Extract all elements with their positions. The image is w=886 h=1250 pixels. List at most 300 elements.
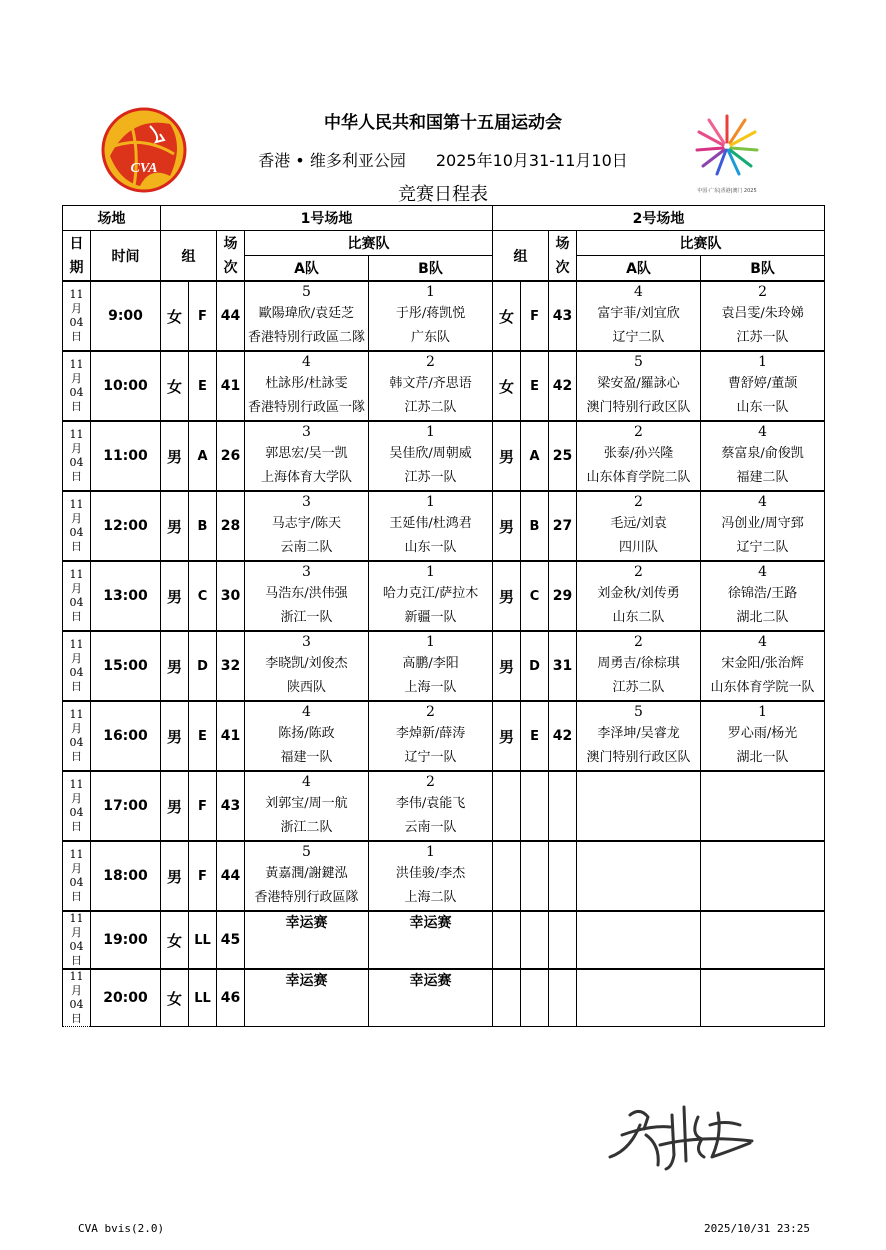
team-name: 江苏一队 <box>736 330 789 345</box>
match-date <box>63 911 91 969</box>
team-players: 罗心雨/杨光 <box>727 726 798 741</box>
date-char: 11 <box>69 708 84 721</box>
team-seed: 4 <box>302 354 311 370</box>
team-b-court2 <box>701 421 825 491</box>
gender-court2-empty <box>493 841 521 911</box>
team-b-court1 <box>369 561 493 631</box>
team-b-court1 <box>369 421 493 491</box>
teams-header-1: 比赛队 <box>245 231 493 256</box>
team-players: 周勇吉/徐棕琪 <box>597 656 680 671</box>
team-seed: 2 <box>634 494 643 510</box>
team-name: 澳门特别行政区队 <box>586 750 691 765</box>
lucky-loser-label: 幸运赛 <box>285 973 328 989</box>
team-seed: 2 <box>634 634 643 650</box>
date-char: 日 <box>71 400 82 413</box>
team-players: 哈力克江/萨拉木 <box>382 586 479 601</box>
group-court1: F <box>189 771 217 841</box>
date-char: 04 <box>69 666 84 679</box>
team-b-court1 <box>369 281 493 351</box>
venue-header: 场地 <box>63 206 161 231</box>
team-seed: 3 <box>302 564 311 580</box>
date-char: 月 <box>71 372 82 385</box>
emblem-caption: 中国·广东|香港|澳门 2025 <box>697 188 757 194</box>
team-b-header-2: B队 <box>701 256 825 282</box>
team-a-court2-empty <box>577 841 701 911</box>
team-seed: 5 <box>634 704 643 720</box>
match-no-char1: 场 <box>555 235 570 252</box>
match-no-court1: 45 <box>217 911 245 969</box>
team-players: 富宇菲/刘宜欣 <box>597 306 680 321</box>
match-no-court1: 44 <box>217 281 245 351</box>
group-court2: C <box>521 561 549 631</box>
team-players: 韩文芹/齐思语 <box>389 376 472 391</box>
date-header-char1: 日 <box>69 235 84 252</box>
match-date <box>63 491 91 561</box>
team-b-court2 <box>701 701 825 771</box>
team-name: 陕西队 <box>286 680 326 695</box>
gender-court2: 男 <box>493 631 521 701</box>
match-no-court1: 44 <box>217 841 245 911</box>
team-name: 江苏二队 <box>404 400 457 415</box>
match-date <box>63 351 91 421</box>
lucky-loser-label: 幸运赛 <box>409 915 452 931</box>
match-no-char1: 场 <box>223 235 238 252</box>
group-court1: C <box>189 561 217 631</box>
team-players: 陈扬/陈政 <box>278 726 335 741</box>
match-no-court1: 43 <box>217 771 245 841</box>
team-name: 山东体育学院二队 <box>586 470 691 485</box>
gender-court2: 男 <box>493 701 521 771</box>
gender-court2-empty <box>493 911 521 969</box>
gender-court1: 女 <box>161 281 189 351</box>
team-name: 四川队 <box>619 540 659 555</box>
team-players: 刘郭宝/周一航 <box>265 796 348 811</box>
date-char: 11 <box>69 848 84 861</box>
date-char: 月 <box>71 442 82 455</box>
team-seed: 1 <box>426 564 435 580</box>
team-b-court1 <box>369 491 493 561</box>
group-court2: E <box>521 701 549 771</box>
match-date <box>63 281 91 351</box>
group-court2: F <box>521 281 549 351</box>
team-a-header-1: A队 <box>245 256 369 282</box>
gender-court1: 女 <box>161 351 189 421</box>
date-char: 月 <box>71 302 82 315</box>
team-name: 云南一队 <box>404 820 457 835</box>
team-seed: 2 <box>634 564 643 580</box>
date-char: 04 <box>69 386 84 399</box>
team-b-court2 <box>701 281 825 351</box>
group-court2-empty <box>521 969 549 1027</box>
team-players: 刘金秋/刘传勇 <box>597 586 680 601</box>
group-court2-empty <box>521 771 549 841</box>
date-char: 04 <box>69 456 84 469</box>
date-char: 11 <box>69 778 84 791</box>
date-char: 11 <box>69 358 84 371</box>
team-seed: 3 <box>302 634 311 650</box>
date-char: 04 <box>69 526 84 539</box>
match-date <box>63 631 91 701</box>
group-court1: A <box>189 421 217 491</box>
team-a-court1 <box>245 491 369 561</box>
team-a-court1 <box>245 701 369 771</box>
team-seed: 2 <box>758 284 767 300</box>
match-no-header-2 <box>549 231 577 282</box>
team-a-court1 <box>245 561 369 631</box>
date-char: 日 <box>71 540 82 553</box>
match-no-court1: 41 <box>217 351 245 421</box>
team-seed: 3 <box>302 494 311 510</box>
match-no-court2: 43 <box>549 281 577 351</box>
team-players: 李泽坤/吴睿龙 <box>597 726 680 741</box>
games-emblem <box>690 108 764 198</box>
group-court1: LL <box>189 969 217 1027</box>
team-seed: 2 <box>426 704 435 720</box>
team-players: 歐陽瑋欣/袁廷芝 <box>258 306 355 321</box>
team-a-court2 <box>577 561 701 631</box>
group-court1: F <box>189 281 217 351</box>
team-players: 蔡富泉/俞俊凯 <box>721 446 804 461</box>
logo-text: CVA <box>130 161 158 176</box>
team-b-court2 <box>701 561 825 631</box>
time-header: 时间 <box>91 231 161 282</box>
group-court2: B <box>521 491 549 561</box>
date-char: 11 <box>69 970 84 983</box>
team-b-court1 <box>369 701 493 771</box>
team-seed: 4 <box>758 634 767 650</box>
date-char: 04 <box>69 596 84 609</box>
match-no-char2: 次 <box>555 259 570 276</box>
date-char: 04 <box>69 316 84 329</box>
team-name: 福建二队 <box>736 470 789 485</box>
team-a-court1 <box>245 351 369 421</box>
team-players: 马浩东/洪伟强 <box>265 586 348 601</box>
match-no-court2: 42 <box>549 351 577 421</box>
group-court2: A <box>521 421 549 491</box>
team-b-court1 <box>369 351 493 421</box>
team-b-court2-empty <box>701 841 825 911</box>
team-b-court2-empty <box>701 969 825 1027</box>
match-time: 20:00 <box>91 969 161 1027</box>
match-no-court2: 31 <box>549 631 577 701</box>
match-date <box>63 421 91 491</box>
team-seed: 4 <box>758 494 767 510</box>
match-no-court2-empty <box>549 841 577 911</box>
date-char: 月 <box>71 512 82 525</box>
match-no-court1: 41 <box>217 701 245 771</box>
team-b-court2 <box>701 491 825 561</box>
event-title: 中华人民共和国第十五届运动会 <box>324 113 562 133</box>
date-char: 日 <box>71 610 82 623</box>
team-a-court2 <box>577 491 701 561</box>
gender-court1: 男 <box>161 701 189 771</box>
event-location: 香港 • 维多利亚公园 <box>258 151 406 170</box>
team-name: 上海二队 <box>404 890 457 905</box>
match-no-court2: 29 <box>549 561 577 631</box>
group-court1: LL <box>189 911 217 969</box>
team-name: 江苏一队 <box>404 470 457 485</box>
match-no-court2-empty <box>549 969 577 1027</box>
team-name: 香港特別行政區隊 <box>254 890 359 905</box>
match-date <box>63 969 91 1027</box>
group-court2: D <box>521 631 549 701</box>
gender-court1: 男 <box>161 771 189 841</box>
team-b-court2 <box>701 631 825 701</box>
group-court2-empty <box>521 911 549 969</box>
match-time: 15:00 <box>91 631 161 701</box>
team-name: 上海一队 <box>404 680 457 695</box>
match-no-court2: 25 <box>549 421 577 491</box>
match-date <box>63 561 91 631</box>
date-header <box>63 231 91 282</box>
match-no-court1: 28 <box>217 491 245 561</box>
date-char: 11 <box>69 568 84 581</box>
team-players: 袁吕雯/朱玲娣 <box>721 306 804 321</box>
team-name: 江苏二队 <box>612 680 665 695</box>
team-players: 李伟/袁能飞 <box>395 796 466 811</box>
team-players: 洪佳骏/李杰 <box>395 866 466 881</box>
team-a-header-2: A队 <box>577 256 701 282</box>
team-players: 王延伟/杜鸿君 <box>389 516 472 531</box>
team-a-court1 <box>245 911 369 969</box>
signature <box>600 1095 760 1180</box>
team-players: 吴佳欣/周朝威 <box>389 446 472 461</box>
team-seed: 3 <box>302 424 311 440</box>
team-players: 黃嘉潤/謝鍵泓 <box>265 866 348 881</box>
team-players: 李晓凯/刘俊杰 <box>265 656 348 671</box>
date-char: 日 <box>71 330 82 343</box>
date-char: 11 <box>69 288 84 301</box>
date-char: 月 <box>71 984 82 997</box>
team-name: 湖北二队 <box>736 610 789 625</box>
team-seed: 1 <box>426 284 435 300</box>
team-name: 山东一队 <box>736 400 789 415</box>
team-seed: 5 <box>302 284 311 300</box>
date-char: 11 <box>69 638 84 651</box>
team-b-court1 <box>369 771 493 841</box>
team-players: 宋金阳/张治辉 <box>721 656 804 671</box>
team-name: 湖北一队 <box>736 750 789 765</box>
gender-court1: 男 <box>161 491 189 561</box>
team-a-court2 <box>577 281 701 351</box>
team-name: 香港特別行政區一隊 <box>247 400 365 415</box>
gender-court1: 男 <box>161 421 189 491</box>
date-char: 月 <box>71 792 82 805</box>
date-char: 月 <box>71 652 82 665</box>
team-b-court2-empty <box>701 911 825 969</box>
group-court1: E <box>189 701 217 771</box>
team-players: 毛远/刘袁 <box>610 516 667 531</box>
team-seed: 2 <box>426 774 435 790</box>
match-no-court1: 30 <box>217 561 245 631</box>
team-players: 曹舒婷/董颉 <box>727 376 798 391</box>
match-no-court1: 46 <box>217 969 245 1027</box>
team-players: 李焯新/薛涛 <box>395 726 466 741</box>
match-date <box>63 771 91 841</box>
team-players: 张泰/孙兴隆 <box>603 446 674 461</box>
team-b-court1 <box>369 911 493 969</box>
gender-court1: 女 <box>161 911 189 969</box>
date-char: 11 <box>69 498 84 511</box>
gender-court2: 男 <box>493 561 521 631</box>
match-no-court1: 26 <box>217 421 245 491</box>
team-seed: 4 <box>634 284 643 300</box>
team-name: 云南二队 <box>280 540 333 555</box>
date-char: 日 <box>71 954 82 967</box>
match-time: 11:00 <box>91 421 161 491</box>
date-char: 月 <box>71 582 82 595</box>
team-players: 梁安盈/羅詠心 <box>597 376 680 391</box>
team-name: 广东队 <box>411 330 451 345</box>
match-no-court2: 27 <box>549 491 577 561</box>
match-time: 19:00 <box>91 911 161 969</box>
team-a-court2 <box>577 421 701 491</box>
match-date <box>63 701 91 771</box>
team-name: 香港特別行政區二隊 <box>247 330 365 345</box>
team-players: 高鹏/李阳 <box>402 656 459 671</box>
team-name: 山东一队 <box>404 540 457 555</box>
team-name: 浙江一队 <box>280 610 333 625</box>
footer-timestamp: 2025/10/31 23:25 <box>704 1222 810 1235</box>
team-name: 山东体育学院一队 <box>710 680 815 695</box>
team-seed: 1 <box>426 634 435 650</box>
gender-court2: 男 <box>493 421 521 491</box>
team-name: 浙江二队 <box>280 820 333 835</box>
team-name: 辽宁二队 <box>612 330 665 345</box>
date-char: 日 <box>71 1012 82 1025</box>
team-players: 冯创业/周守郅 <box>721 516 804 531</box>
team-a-court2 <box>577 631 701 701</box>
match-no-court2: 42 <box>549 701 577 771</box>
gender-court1: 女 <box>161 969 189 1027</box>
match-no-court2-empty <box>549 771 577 841</box>
match-no-char2: 次 <box>223 259 238 276</box>
gender-court2: 女 <box>493 281 521 351</box>
team-a-court1 <box>245 771 369 841</box>
gender-court2-empty <box>493 771 521 841</box>
team-seed: 2 <box>426 354 435 370</box>
gender-court2: 男 <box>493 491 521 561</box>
date-char: 04 <box>69 940 84 953</box>
date-char: 日 <box>71 820 82 833</box>
match-time: 12:00 <box>91 491 161 561</box>
match-no-court1: 32 <box>217 631 245 701</box>
team-seed: 4 <box>758 564 767 580</box>
gender-court2: 女 <box>493 351 521 421</box>
gender-court2-empty <box>493 969 521 1027</box>
team-seed: 2 <box>634 424 643 440</box>
date-char: 月 <box>71 926 82 939</box>
match-time: 9:00 <box>91 281 161 351</box>
date-char: 04 <box>69 736 84 749</box>
team-name: 辽宁二队 <box>736 540 789 555</box>
team-a-court2-empty <box>577 771 701 841</box>
team-a-court1 <box>245 631 369 701</box>
date-char: 日 <box>71 680 82 693</box>
team-name: 山东二队 <box>612 610 665 625</box>
team-seed: 4 <box>758 424 767 440</box>
team-players: 杜詠彤/杜詠雯 <box>265 376 348 391</box>
footer-software: CVA bvis(2.0) <box>78 1222 165 1235</box>
group-court2-empty <box>521 841 549 911</box>
group-court1: B <box>189 491 217 561</box>
match-time: 17:00 <box>91 771 161 841</box>
group-header-1: 组 <box>161 231 217 282</box>
group-header-2: 组 <box>493 231 549 282</box>
team-players: 徐锦浩/王路 <box>727 586 798 601</box>
team-a-court1 <box>245 421 369 491</box>
team-players: 于彤/蒋凯悦 <box>395 306 466 321</box>
team-name: 新疆一队 <box>404 610 457 625</box>
group-court1: D <box>189 631 217 701</box>
match-time: 16:00 <box>91 701 161 771</box>
date-char: 月 <box>71 722 82 735</box>
date-char: 日 <box>71 890 82 903</box>
team-seed: 1 <box>426 424 435 440</box>
team-name: 辽宁一队 <box>404 750 457 765</box>
team-seed: 1 <box>758 354 767 370</box>
gender-court1: 男 <box>161 631 189 701</box>
match-time: 13:00 <box>91 561 161 631</box>
team-a-court1 <box>245 281 369 351</box>
match-time: 10:00 <box>91 351 161 421</box>
group-court2: E <box>521 351 549 421</box>
team-a-court2 <box>577 351 701 421</box>
team-seed: 1 <box>426 844 435 860</box>
match-time: 18:00 <box>91 841 161 911</box>
team-b-court1 <box>369 631 493 701</box>
team-name: 澳门特别行政区队 <box>586 400 691 415</box>
team-b-court2 <box>701 351 825 421</box>
court1-header: 1号场地 <box>161 206 493 231</box>
team-a-court2-empty <box>577 911 701 969</box>
date-char: 月 <box>71 862 82 875</box>
team-b-header-1: B队 <box>369 256 493 282</box>
date-char: 04 <box>69 998 84 1011</box>
teams-header-2: 比赛队 <box>577 231 825 256</box>
team-name: 上海体育大学队 <box>260 470 352 485</box>
team-a-court1 <box>245 841 369 911</box>
date-char: 11 <box>69 428 84 441</box>
court2-header: 2号场地 <box>493 206 825 231</box>
team-a-court1 <box>245 969 369 1027</box>
team-seed: 4 <box>302 704 311 720</box>
match-date <box>63 841 91 911</box>
date-char: 日 <box>71 750 82 763</box>
match-no-header-1 <box>217 231 245 282</box>
lucky-loser-label: 幸运赛 <box>285 915 328 931</box>
group-court1: F <box>189 841 217 911</box>
team-name: 福建一队 <box>280 750 333 765</box>
schedule-title: 竞赛日程表 <box>398 184 488 205</box>
gender-court1: 男 <box>161 561 189 631</box>
date-char: 04 <box>69 876 84 889</box>
event-dates: 2025年10月31-11月10日 <box>435 151 628 170</box>
team-players: 马志宇/陈天 <box>271 516 342 531</box>
team-b-court2-empty <box>701 771 825 841</box>
team-a-court2 <box>577 701 701 771</box>
group-court1: E <box>189 351 217 421</box>
team-players: 郭思宏/吴一凯 <box>265 446 348 461</box>
team-seed: 1 <box>426 494 435 510</box>
date-header-char2: 期 <box>69 259 84 276</box>
team-seed: 1 <box>758 704 767 720</box>
date-char: 04 <box>69 806 84 819</box>
date-char: 日 <box>71 470 82 483</box>
team-seed: 5 <box>634 354 643 370</box>
match-no-court2-empty <box>549 911 577 969</box>
team-seed: 5 <box>302 844 311 860</box>
